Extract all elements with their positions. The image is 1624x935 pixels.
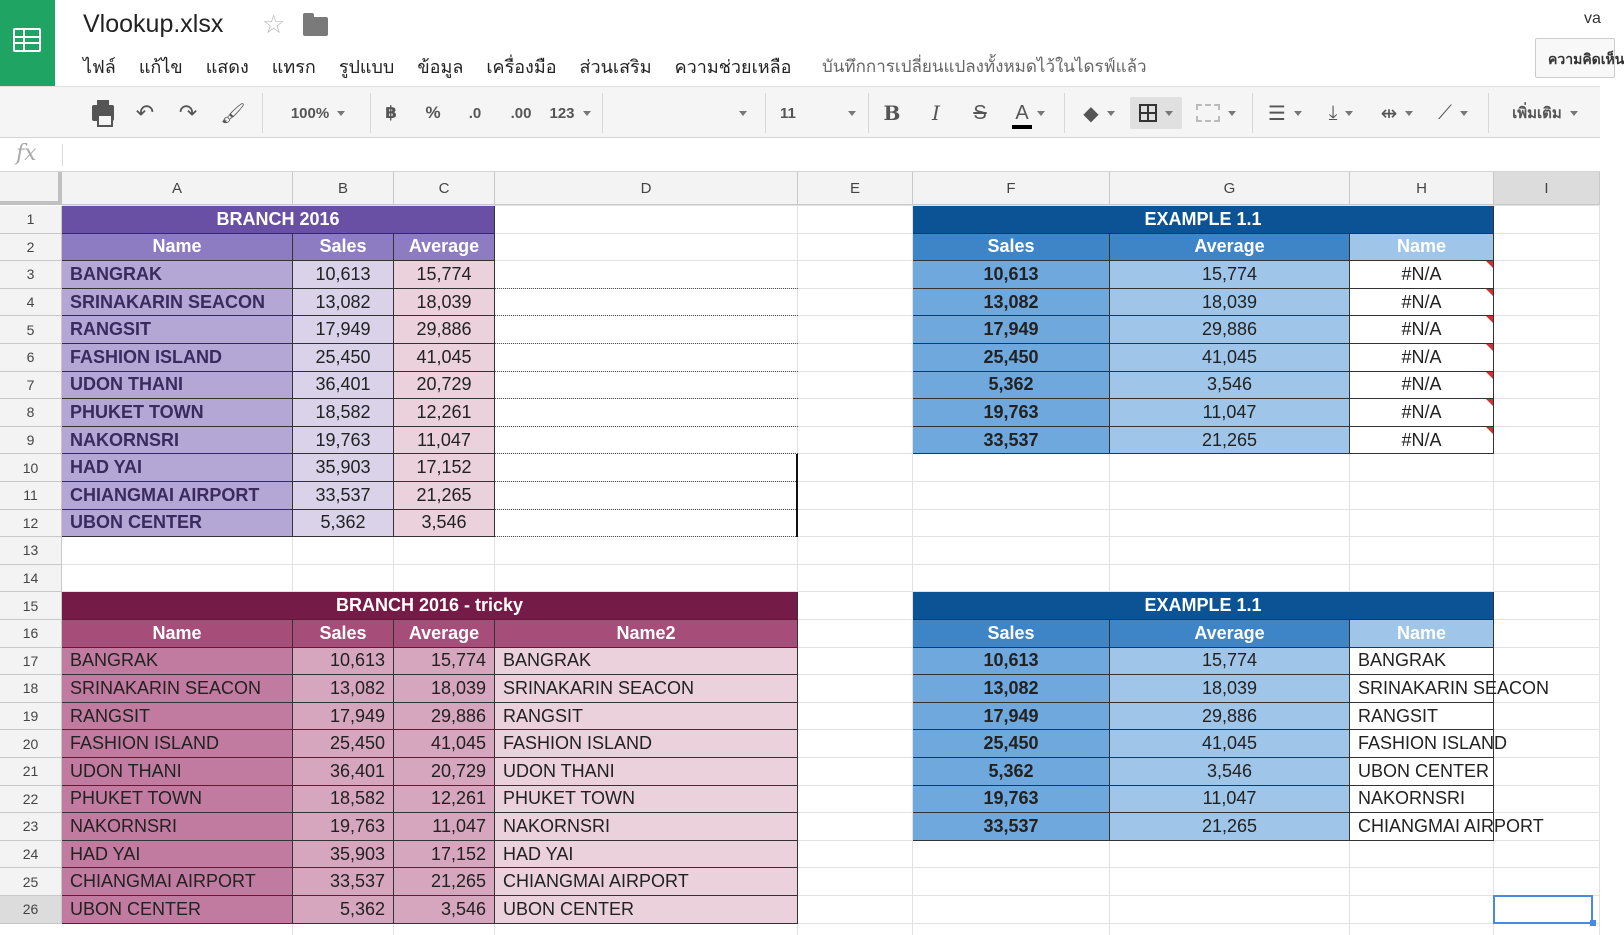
chevron-down-icon bbox=[583, 111, 591, 116]
row-header-18[interactable]: 18 bbox=[0, 675, 62, 703]
tricky-name-cell[interactable]: RANGSIT bbox=[62, 703, 293, 731]
row-header-19[interactable]: 19 bbox=[0, 703, 62, 731]
example2-sales-cell[interactable]: 10,613 bbox=[913, 648, 1110, 676]
row-header-17[interactable]: 17 bbox=[0, 648, 62, 676]
example2-sales-cell[interactable]: 25,450 bbox=[913, 730, 1110, 758]
chevron-down-icon bbox=[1107, 111, 1115, 116]
branch2016-name-cell[interactable]: BANGRAK bbox=[62, 261, 293, 289]
comments-button[interactable]: ความคิดเห็น bbox=[1535, 38, 1615, 78]
example2-average-cell[interactable]: 11,047 bbox=[1110, 786, 1350, 814]
menu-data[interactable]: ข้อมูล bbox=[417, 57, 464, 77]
example2-name-cell[interactable]: FASHION ISLAND bbox=[1350, 730, 1494, 758]
row-header-16[interactable]: 16 bbox=[0, 620, 62, 648]
fx-icon: fx bbox=[16, 141, 37, 166]
example2-sales-cell[interactable]: 13,082 bbox=[913, 675, 1110, 703]
undo-icon: ↶ bbox=[135, 100, 155, 125]
tricky-name2-cell[interactable]: UBON CENTER bbox=[495, 896, 798, 924]
branch2016-sales-cell[interactable]: 35,903 bbox=[293, 454, 394, 482]
grid-col-line bbox=[1599, 205, 1600, 935]
vertical-align-button[interactable] bbox=[1318, 97, 1364, 129]
row-header-3[interactable]: 3 bbox=[0, 261, 62, 289]
example1-title[interactable]: EXAMPLE 1.1 bbox=[913, 206, 1494, 234]
example2-header-sales[interactable]: Sales bbox=[913, 620, 1110, 648]
column-header-e[interactable]: E bbox=[798, 172, 913, 205]
tricky-sales-cell[interactable]: 18,582 bbox=[293, 786, 394, 814]
tricky-sales-cell[interactable]: 35,903 bbox=[293, 841, 394, 869]
tricky-average-cell[interactable]: 11,047 bbox=[394, 813, 495, 841]
bold-button[interactable] bbox=[878, 97, 906, 129]
example1-name-cell[interactable] bbox=[1350, 399, 1494, 427]
title-bar bbox=[0, 0, 1624, 86]
row-header-22[interactable]: 22 bbox=[0, 786, 62, 814]
cell-value: #N/A bbox=[1401, 374, 1442, 395]
example1-sales-cell[interactable]: 5,362 bbox=[913, 372, 1110, 400]
horizontal-align-button[interactable] bbox=[1262, 97, 1308, 129]
borders-button[interactable] bbox=[1130, 97, 1182, 129]
branch2016-sales-cell[interactable]: 19,763 bbox=[293, 427, 394, 455]
tricky-name-cell[interactable]: BANGRAK bbox=[62, 648, 293, 676]
cell-value: #N/A bbox=[1401, 401, 1442, 422]
branch2016-average-cell[interactable]: 3,546 bbox=[394, 510, 495, 538]
tricky-average-cell[interactable]: 21,265 bbox=[394, 868, 495, 896]
fill-handle[interactable] bbox=[1590, 920, 1596, 926]
selected-cell[interactable] bbox=[1493, 895, 1593, 924]
row-header-23[interactable]: 23 bbox=[0, 813, 62, 841]
example1-name-cell[interactable] bbox=[1350, 316, 1494, 344]
column-header-a[interactable]: A bbox=[62, 172, 293, 205]
paint-format-button[interactable] bbox=[218, 97, 248, 129]
menu-insert[interactable]: แทรก bbox=[271, 57, 316, 77]
example1-header-name[interactable]: Name bbox=[1350, 234, 1494, 262]
tricky-name-cell[interactable]: PHUKET TOWN bbox=[62, 786, 293, 814]
italic-icon: I bbox=[932, 101, 940, 125]
align-left-icon: ☰ bbox=[1268, 102, 1286, 125]
toolbar-separator bbox=[262, 93, 263, 133]
row-header-7[interactable]: 7 bbox=[0, 372, 62, 400]
formula-separator bbox=[62, 144, 63, 166]
row-header-8[interactable]: 8 bbox=[0, 399, 62, 427]
tricky-average-cell[interactable]: 41,045 bbox=[394, 730, 495, 758]
text-wrap-button[interactable] bbox=[1374, 97, 1420, 129]
chevron-down-icon bbox=[1405, 111, 1413, 116]
branch2016-sales-cell[interactable]: 36,401 bbox=[293, 372, 394, 400]
example2-average-cell[interactable]: 18,039 bbox=[1110, 675, 1350, 703]
zoom-select[interactable] bbox=[278, 97, 358, 129]
example2-name-cell[interactable]: RANGSIT bbox=[1350, 703, 1494, 731]
example2-average-cell[interactable]: 3,546 bbox=[1110, 758, 1350, 786]
spreadsheet-grid[interactable] bbox=[0, 172, 1600, 935]
column-header-c[interactable]: C bbox=[394, 172, 495, 205]
chevron-down-icon bbox=[337, 111, 345, 116]
tricky-name-cell[interactable]: CHIANGMAI AIRPORT bbox=[62, 868, 293, 896]
example1-name-cell[interactable] bbox=[1350, 372, 1494, 400]
error-indicator-icon bbox=[1486, 316, 1493, 323]
chevron-down-icon bbox=[1228, 111, 1236, 116]
more-formats-select[interactable] bbox=[546, 97, 594, 129]
tricky-sales-cell[interactable]: 33,537 bbox=[293, 868, 394, 896]
example1-sales-cell[interactable]: 13,082 bbox=[913, 289, 1110, 317]
tricky-average-cell[interactable]: 3,546 bbox=[394, 896, 495, 924]
font-size-select[interactable] bbox=[780, 97, 856, 129]
branch2016-name-cell[interactable]: NAKORNSRI bbox=[62, 427, 293, 455]
example2-average-cell[interactable]: 41,045 bbox=[1110, 730, 1350, 758]
example2-title[interactable]: EXAMPLE 1.1 bbox=[913, 592, 1494, 620]
example2-sales-cell[interactable]: 19,763 bbox=[913, 786, 1110, 814]
folder-icon[interactable] bbox=[303, 17, 328, 36]
example2-name-cell[interactable]: BANGRAK bbox=[1350, 648, 1494, 676]
branch2016-header-0[interactable]: Name bbox=[62, 234, 293, 262]
undo-button[interactable] bbox=[130, 97, 160, 129]
toolbar-separator bbox=[868, 93, 869, 133]
row-header-24[interactable]: 24 bbox=[0, 841, 62, 869]
example1-average-cell[interactable]: 3,546 bbox=[1110, 372, 1350, 400]
example1-average-cell[interactable]: 18,039 bbox=[1110, 289, 1350, 317]
example1-average-cell[interactable]: 15,774 bbox=[1110, 261, 1350, 289]
text-color-icon: A bbox=[1015, 102, 1029, 124]
empty-cell-d[interactable] bbox=[495, 454, 798, 482]
redo-button[interactable] bbox=[173, 97, 203, 129]
branch2016-name-cell[interactable]: FASHION ISLAND bbox=[62, 344, 293, 372]
branch2016-sales-cell[interactable]: 5,362 bbox=[293, 510, 394, 538]
percent-button[interactable]: % bbox=[425, 103, 441, 122]
branch2016-name-cell[interactable]: RANGSIT bbox=[62, 316, 293, 344]
fill-color-icon: ◆ bbox=[1083, 102, 1099, 125]
toolbar bbox=[0, 86, 1600, 138]
text-wrap-icon: ⇹ bbox=[1380, 102, 1398, 125]
row-header-12[interactable]: 12 bbox=[0, 510, 62, 538]
cell-value: #N/A bbox=[1401, 291, 1442, 312]
toolbar-separator bbox=[602, 93, 603, 133]
branch2016-name-cell[interactable]: UBON CENTER bbox=[62, 510, 293, 538]
row-header-21[interactable]: 21 bbox=[0, 758, 62, 786]
example2-name-cell[interactable]: UBON CENTER bbox=[1350, 758, 1494, 786]
error-indicator-icon bbox=[1486, 289, 1493, 296]
branch2016-header-1[interactable]: Sales bbox=[293, 234, 394, 262]
redo-icon: ↷ bbox=[178, 100, 198, 125]
example1-name-cell[interactable] bbox=[1350, 261, 1494, 289]
paint-format-icon: 🖌 bbox=[220, 102, 246, 125]
error-indicator-icon bbox=[1486, 399, 1493, 406]
example1-sales-cell[interactable]: 19,763 bbox=[913, 399, 1110, 427]
column-header-g[interactable]: G bbox=[1110, 172, 1350, 205]
cell-value: #N/A bbox=[1401, 263, 1442, 284]
column-header-i[interactable]: I bbox=[1494, 172, 1600, 205]
branch2016-name-cell[interactable]: UDON THANI bbox=[62, 372, 293, 400]
more-formats-label: 123 bbox=[549, 104, 575, 122]
cell-value: #N/A bbox=[1401, 429, 1442, 450]
toolbar-separator bbox=[765, 93, 766, 133]
empty-cell-d[interactable] bbox=[495, 316, 798, 344]
text-rotation-icon: ⟋ bbox=[1438, 101, 1452, 124]
branch2016-name-cell[interactable]: CHIANGMAI AIRPORT bbox=[62, 482, 293, 510]
example1-average-cell[interactable]: 11,047 bbox=[1110, 399, 1350, 427]
branch2016-sales-cell[interactable]: 10,613 bbox=[293, 261, 394, 289]
range-border bbox=[796, 454, 798, 537]
toolbar-separator bbox=[1064, 93, 1065, 133]
empty-cell-d[interactable] bbox=[495, 289, 798, 317]
tricky-sales-cell[interactable]: 19,763 bbox=[293, 813, 394, 841]
tricky-name-cell[interactable]: SRINAKARIN SEACON bbox=[62, 675, 293, 703]
row-header-13[interactable]: 13 bbox=[0, 537, 62, 565]
strikethrough-button[interactable] bbox=[966, 97, 994, 129]
example1-header-average[interactable]: Average bbox=[1110, 234, 1350, 262]
menu-tools[interactable]: เครื่องมือ bbox=[486, 57, 557, 77]
menu-help[interactable]: ความช่วยเหลือ bbox=[674, 57, 792, 77]
example1-sales-cell[interactable]: 33,537 bbox=[913, 427, 1110, 455]
row-header-20[interactable]: 20 bbox=[0, 730, 62, 758]
cell-value: #N/A bbox=[1401, 319, 1442, 340]
example2-average-cell[interactable]: 29,886 bbox=[1110, 703, 1350, 731]
align-bottom-icon: ⤓ bbox=[1328, 101, 1338, 124]
increase-decimal-button[interactable]: .00 bbox=[510, 104, 532, 122]
error-indicator-icon bbox=[1486, 261, 1493, 268]
example1-sales-cell[interactable]: 17,949 bbox=[913, 316, 1110, 344]
tricky-name2-cell[interactable]: FASHION ISLAND bbox=[495, 730, 798, 758]
example1-header-sales[interactable]: Sales bbox=[913, 234, 1110, 262]
tricky-header-2[interactable]: Average bbox=[394, 620, 495, 648]
empty-cell-d[interactable] bbox=[495, 510, 798, 538]
menu-edit[interactable]: แก้ไข bbox=[138, 57, 183, 77]
print-button[interactable] bbox=[88, 97, 118, 129]
branch2016-average-cell[interactable]: 29,886 bbox=[394, 316, 495, 344]
tricky-sales-cell[interactable]: 13,082 bbox=[293, 675, 394, 703]
merge-cells-button[interactable] bbox=[1190, 97, 1242, 129]
fill-color-button[interactable] bbox=[1074, 97, 1124, 129]
example1-name-cell[interactable] bbox=[1350, 289, 1494, 317]
more-label: เพิ่มเติม bbox=[1512, 105, 1562, 122]
row-header-2[interactable]: 2 bbox=[0, 234, 62, 262]
row-header-14[interactable]: 14 bbox=[0, 565, 62, 593]
chevron-down-icon bbox=[1165, 111, 1173, 116]
empty-cell-d[interactable] bbox=[495, 372, 798, 400]
formula-input[interactable] bbox=[70, 138, 1590, 171]
example2-name-cell[interactable]: SRINAKARIN SEACON bbox=[1350, 675, 1494, 703]
branch2016-name-cell[interactable]: PHUKET TOWN bbox=[62, 399, 293, 427]
font-family-select[interactable] bbox=[612, 97, 747, 129]
chevron-down-icon bbox=[1037, 111, 1045, 116]
currency-button[interactable]: ฿ bbox=[385, 103, 397, 122]
tricky-header-0[interactable]: Name bbox=[62, 620, 293, 648]
tricky-name2-cell[interactable]: UDON THANI bbox=[495, 758, 798, 786]
toolbar-separator bbox=[1488, 93, 1489, 133]
menu-bar bbox=[83, 52, 814, 78]
text-color-button[interactable] bbox=[1006, 97, 1054, 129]
branch2016-average-cell[interactable]: 15,774 bbox=[394, 261, 495, 289]
branch2016-sales-cell[interactable]: 17,949 bbox=[293, 316, 394, 344]
toolbar-separator bbox=[1252, 93, 1253, 133]
empty-cell-d[interactable] bbox=[495, 399, 798, 427]
print-icon bbox=[92, 105, 114, 121]
error-indicator-icon bbox=[1486, 427, 1493, 434]
tricky-sales-cell[interactable]: 25,450 bbox=[293, 730, 394, 758]
tricky-header-3[interactable]: Name2 bbox=[495, 620, 798, 648]
formula-bar bbox=[0, 138, 1600, 172]
tricky-sales-cell[interactable]: 5,362 bbox=[293, 896, 394, 924]
sheets-logo-icon[interactable] bbox=[0, 0, 55, 86]
save-status[interactable]: บันทึกการเปลี่ยนแปลงทั้งหมดไว้ในไดรฟ์แล้ว bbox=[822, 57, 1147, 76]
tricky-average-cell[interactable]: 29,886 bbox=[394, 703, 495, 731]
example2-average-cell[interactable]: 15,774 bbox=[1110, 648, 1350, 676]
tricky-average-cell[interactable]: 18,039 bbox=[394, 675, 495, 703]
example2-name-cell[interactable]: CHIANGMAI AIRPORT bbox=[1350, 813, 1494, 841]
tricky-name2-cell[interactable]: SRINAKARIN SEACON bbox=[495, 675, 798, 703]
column-header-b[interactable]: B bbox=[293, 172, 394, 205]
chevron-down-icon bbox=[1570, 111, 1578, 116]
tricky-name-cell[interactable]: NAKORNSRI bbox=[62, 813, 293, 841]
row-header-4[interactable]: 4 bbox=[0, 289, 62, 317]
menu-file[interactable]: ไฟล์ bbox=[83, 57, 116, 77]
tricky-name2-cell[interactable]: RANGSIT bbox=[495, 703, 798, 731]
tricky-title[interactable]: BRANCH 2016 - tricky bbox=[62, 592, 798, 620]
tricky-name2-cell[interactable]: PHUKET TOWN bbox=[495, 786, 798, 814]
column-header-f[interactable]: F bbox=[913, 172, 1110, 205]
star-icon[interactable]: ☆ bbox=[262, 9, 286, 39]
example1-average-cell[interactable]: 29,886 bbox=[1110, 316, 1350, 344]
toolbar-separator bbox=[370, 93, 371, 133]
example2-name-cell[interactable]: NAKORNSRI bbox=[1350, 786, 1494, 814]
row-header-9[interactable]: 9 bbox=[0, 427, 62, 455]
tricky-name-cell[interactable]: HAD YAI bbox=[62, 841, 293, 869]
empty-cell-d[interactable] bbox=[495, 482, 798, 510]
example1-sales-cell[interactable]: 10,613 bbox=[913, 261, 1110, 289]
tricky-sales-cell[interactable]: 36,401 bbox=[293, 758, 394, 786]
row-header-11[interactable]: 11 bbox=[0, 482, 62, 510]
branch2016-name-cell[interactable]: SRINAKARIN SEACON bbox=[62, 289, 293, 317]
cell-value: #N/A bbox=[1401, 346, 1442, 367]
branch2016-average-cell[interactable]: 21,265 bbox=[394, 482, 495, 510]
branch2016-average-cell[interactable]: 12,261 bbox=[394, 399, 495, 427]
row-header-26[interactable]: 26 bbox=[0, 896, 62, 924]
tricky-average-cell[interactable]: 12,261 bbox=[394, 786, 495, 814]
tricky-header-1[interactable]: Sales bbox=[293, 620, 394, 648]
example1-name-cell[interactable] bbox=[1350, 427, 1494, 455]
row-header-5[interactable]: 5 bbox=[0, 316, 62, 344]
chevron-down-icon bbox=[739, 111, 747, 116]
branch2016-sales-cell[interactable]: 18,582 bbox=[293, 399, 394, 427]
branch2016-title[interactable]: BRANCH 2016 bbox=[62, 206, 495, 234]
row-header-6[interactable]: 6 bbox=[0, 344, 62, 372]
error-indicator-icon bbox=[1486, 344, 1493, 351]
tricky-name-cell[interactable]: UDON THANI bbox=[62, 758, 293, 786]
tricky-name2-cell[interactable]: CHIANGMAI AIRPORT bbox=[495, 868, 798, 896]
branch2016-average-cell[interactable]: 17,152 bbox=[394, 454, 495, 482]
tricky-name-cell[interactable]: UBON CENTER bbox=[62, 896, 293, 924]
example1-average-cell[interactable]: 21,265 bbox=[1110, 427, 1350, 455]
empty-cell-d[interactable] bbox=[495, 261, 798, 289]
branch2016-sales-cell[interactable]: 25,450 bbox=[293, 344, 394, 372]
branch2016-sales-cell[interactable]: 13,082 bbox=[293, 289, 394, 317]
select-all-corner[interactable] bbox=[0, 172, 62, 205]
example1-average-cell[interactable]: 41,045 bbox=[1110, 344, 1350, 372]
tricky-name2-cell[interactable]: NAKORNSRI bbox=[495, 813, 798, 841]
tricky-average-cell[interactable]: 20,729 bbox=[394, 758, 495, 786]
empty-cell-d[interactable] bbox=[495, 427, 798, 455]
strikethrough-icon: S bbox=[973, 101, 987, 124]
branch2016-name-cell[interactable]: HAD YAI bbox=[62, 454, 293, 482]
branch2016-average-cell[interactable]: 41,045 bbox=[394, 344, 495, 372]
document-title[interactable]: Vlookup.xlsx bbox=[83, 10, 224, 38]
menu-addons[interactable]: ส่วนเสริม bbox=[579, 57, 652, 77]
empty-cell-d[interactable] bbox=[495, 344, 798, 372]
branch2016-header-2[interactable]: Average bbox=[394, 234, 495, 262]
zoom-value: 100% bbox=[290, 104, 330, 122]
branch2016-sales-cell[interactable]: 33,537 bbox=[293, 482, 394, 510]
tricky-average-cell[interactable]: 15,774 bbox=[394, 648, 495, 676]
chevron-down-icon bbox=[1460, 111, 1468, 116]
menu-format[interactable]: รูปแบบ bbox=[338, 57, 395, 77]
chevron-down-icon bbox=[848, 111, 856, 116]
more-button[interactable] bbox=[1500, 97, 1590, 129]
row-header-1[interactable]: 1 bbox=[0, 206, 62, 234]
row-header-10[interactable]: 10 bbox=[0, 454, 62, 482]
example2-average-cell[interactable]: 21,265 bbox=[1110, 813, 1350, 841]
column-header-h[interactable]: H bbox=[1350, 172, 1494, 205]
decrease-decimal-button[interactable]: .0 bbox=[468, 104, 482, 122]
example2-header-name[interactable]: Name bbox=[1350, 620, 1494, 648]
text-rotation-button[interactable] bbox=[1430, 97, 1476, 129]
tricky-average-cell[interactable]: 17,152 bbox=[394, 841, 495, 869]
row-header-25[interactable]: 25 bbox=[0, 868, 62, 896]
font-size-value: 11 bbox=[780, 104, 796, 122]
tricky-sales-cell[interactable]: 10,613 bbox=[293, 648, 394, 676]
tricky-name-cell[interactable]: FASHION ISLAND bbox=[62, 730, 293, 758]
error-indicator-icon bbox=[1486, 372, 1493, 379]
example2-header-average[interactable]: Average bbox=[1110, 620, 1350, 648]
merge-cells-icon bbox=[1196, 104, 1220, 122]
branch2016-average-cell[interactable]: 20,729 bbox=[394, 372, 495, 400]
menu-view[interactable]: แสดง bbox=[205, 57, 249, 77]
example1-sales-cell[interactable]: 25,450 bbox=[913, 344, 1110, 372]
example1-name-cell[interactable] bbox=[1350, 344, 1494, 372]
example2-sales-cell[interactable]: 5,362 bbox=[913, 758, 1110, 786]
tricky-name2-cell[interactable]: HAD YAI bbox=[495, 841, 798, 869]
chevron-down-icon bbox=[1294, 111, 1302, 116]
italic-button[interactable] bbox=[922, 97, 950, 129]
bold-icon: B bbox=[883, 101, 901, 125]
tricky-name2-cell[interactable]: BANGRAK bbox=[495, 648, 798, 676]
column-header-d[interactable]: D bbox=[495, 172, 798, 205]
example2-sales-cell[interactable]: 33,537 bbox=[913, 813, 1110, 841]
example2-sales-cell[interactable]: 17,949 bbox=[913, 703, 1110, 731]
borders-icon bbox=[1139, 104, 1157, 122]
user-name: va bbox=[1584, 10, 1601, 27]
branch2016-average-cell[interactable]: 11,047 bbox=[394, 427, 495, 455]
chevron-down-icon bbox=[1345, 111, 1353, 116]
branch2016-average-cell[interactable]: 18,039 bbox=[394, 289, 495, 317]
row-header-15[interactable]: 15 bbox=[0, 592, 62, 620]
tricky-sales-cell[interactable]: 17,949 bbox=[293, 703, 394, 731]
